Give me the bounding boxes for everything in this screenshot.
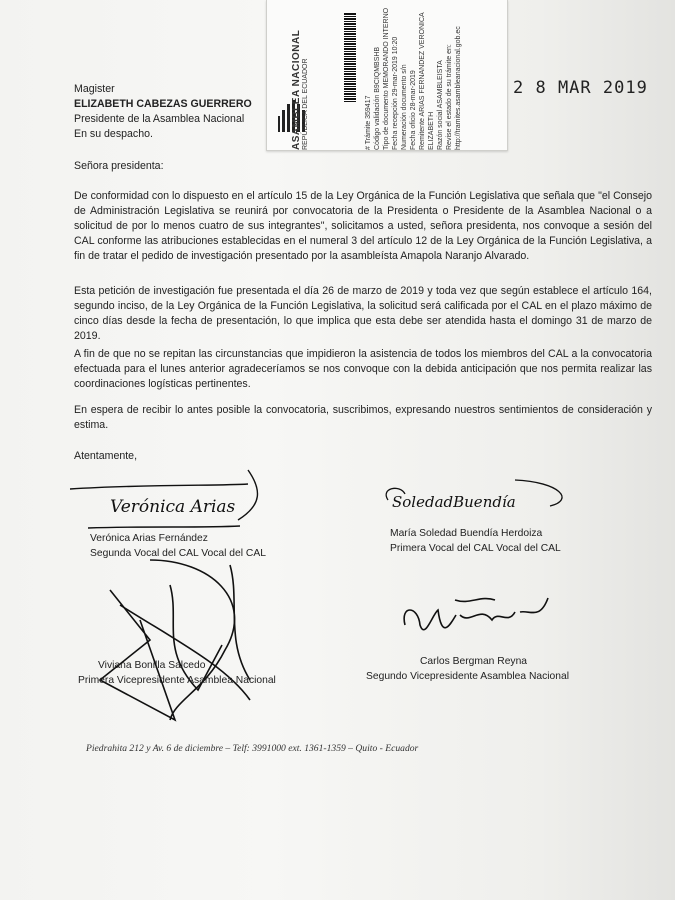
- stamp-line: Remitente ARIAS FERNANDEZ VERONICA: [419, 12, 426, 150]
- signatory-1-role: Segunda Vocal del CAL Vocal del CAL: [90, 548, 266, 559]
- signatory-4: [366, 654, 569, 684]
- stamp-line: ELIZABETH: [428, 111, 435, 150]
- date-stamp: 2 8 MAR 2019: [513, 78, 648, 98]
- signatory-1-name: Verónica Arias Fernández: [90, 533, 208, 544]
- paragraph-2: Esta petición de investigación fue presentada el día 26 de marzo de 2019 y toda vez que según establece el artículo 164, segundo inciso, de la Ley Orgánica de la Función Legislativa, la solicitud será calificada por el CAL en el plazo máximo de cinco días desde la fecha de presentación, lo que implica que esta debe ser atendida hasta el domingo 31 de marzo de 2019.: [74, 285, 652, 342]
- signature-carlos: [404, 598, 548, 630]
- signature-veronica-text: Verónica Arias: [110, 497, 236, 517]
- signatory-2: [390, 526, 561, 556]
- signature-viviana: [100, 560, 250, 720]
- stamp-line: http://tramites.asambleanacional.gob.ec: [455, 26, 462, 150]
- paragraph-4: En espera de recibir lo antes posible la convocatoria, suscribimos, expresando nuestros sentimientos de consideración y estima.: [74, 404, 652, 431]
- signatory-3: [78, 658, 276, 688]
- stamp-institution-name: ASAMBLEA NACIONAL: [291, 29, 302, 150]
- stamp-line: Revise el estado de su trámite en:: [446, 44, 453, 150]
- footer-address: Piedrahita 212 y Av. 6 de diciembre – Telf: 3991000 ext. 1361-1359 – Quito - Ecuador: [86, 743, 419, 754]
- salutation: Señora presidenta:: [74, 160, 164, 172]
- signatory-2-role: Primera Vocal del CAL Vocal del CAL: [390, 543, 561, 554]
- signatory-2-name: María Soledad Buendía Herdoiza: [390, 528, 543, 539]
- stamp-line: Tipo de documento MEMORANDO INTERNO: [383, 7, 390, 150]
- recipient-location: En su despacho.: [74, 128, 153, 140]
- recipient-title: Magister: [74, 83, 115, 95]
- paragraph-1: De conformidad con lo dispuesto en el artículo 15 de la Ley Orgánica de la Función Legislativa que señala que "el Consejo de Administración Legislativa se reunirá por convocatoria de la Presidenta o Presidente de la Asamblea Nacional o a solicitud de por lo menos cuatro de sus integrantes", solicitamos a usted, señora presidenta, nos convoque a sesión del CAL conforme las atribuciones establecidas en el numeral 3 del artículo 12 de la Ley Orgánica de la Función Legislativa, a fin de tratar el pedido de investigación presentado por la asambleísta Amapola Naranjo Alvarado.: [74, 190, 652, 262]
- closing: Atentamente,: [74, 450, 138, 462]
- recipient-position: Presidente de la Asamblea Nacional: [74, 113, 245, 125]
- signatory-3-role: Primera Vicepresidente Asamblea Nacional: [78, 675, 276, 686]
- signatory-4-name: Carlos Bergman Reyna: [420, 656, 528, 667]
- signatory-4-role: Segundo Vicepresidente Asamblea Nacional: [366, 671, 570, 682]
- stamp-line: Fecha recepción 29-mar-2019 10:20: [392, 36, 399, 150]
- stamp-line: Código validación B9CIQMBSHB: [374, 46, 381, 150]
- stamp-line: Fecha oficio 28-mar-2019: [410, 70, 417, 150]
- signatory-1: [90, 531, 266, 561]
- signatory-3-name: Viviana Bonilla Salcedo: [98, 660, 206, 671]
- signature-soledad-text: SoledadBuendía: [392, 493, 516, 511]
- recipient-name: ELIZABETH CABEZAS GUERRERO: [74, 98, 252, 110]
- stamp-country: REPÚBLICA DEL ECUADOR: [302, 58, 309, 150]
- stamp-line: Razón social ASAMBLEISTA: [437, 60, 444, 150]
- stamp-line: Numeración documento s/n: [401, 64, 408, 150]
- stamp-line: # Trámite 359417: [365, 95, 372, 150]
- paragraph-3: A fin de que no se repitan las circunstancias que impidieron la asistencia de todos los miembros del CAL a la convocatoria efectuada para el lunes anterior agradeceríamos se nos convoque con la debida anticipación que nos permita realizar las coordinaciones logísticas pertinentes.: [74, 348, 652, 390]
